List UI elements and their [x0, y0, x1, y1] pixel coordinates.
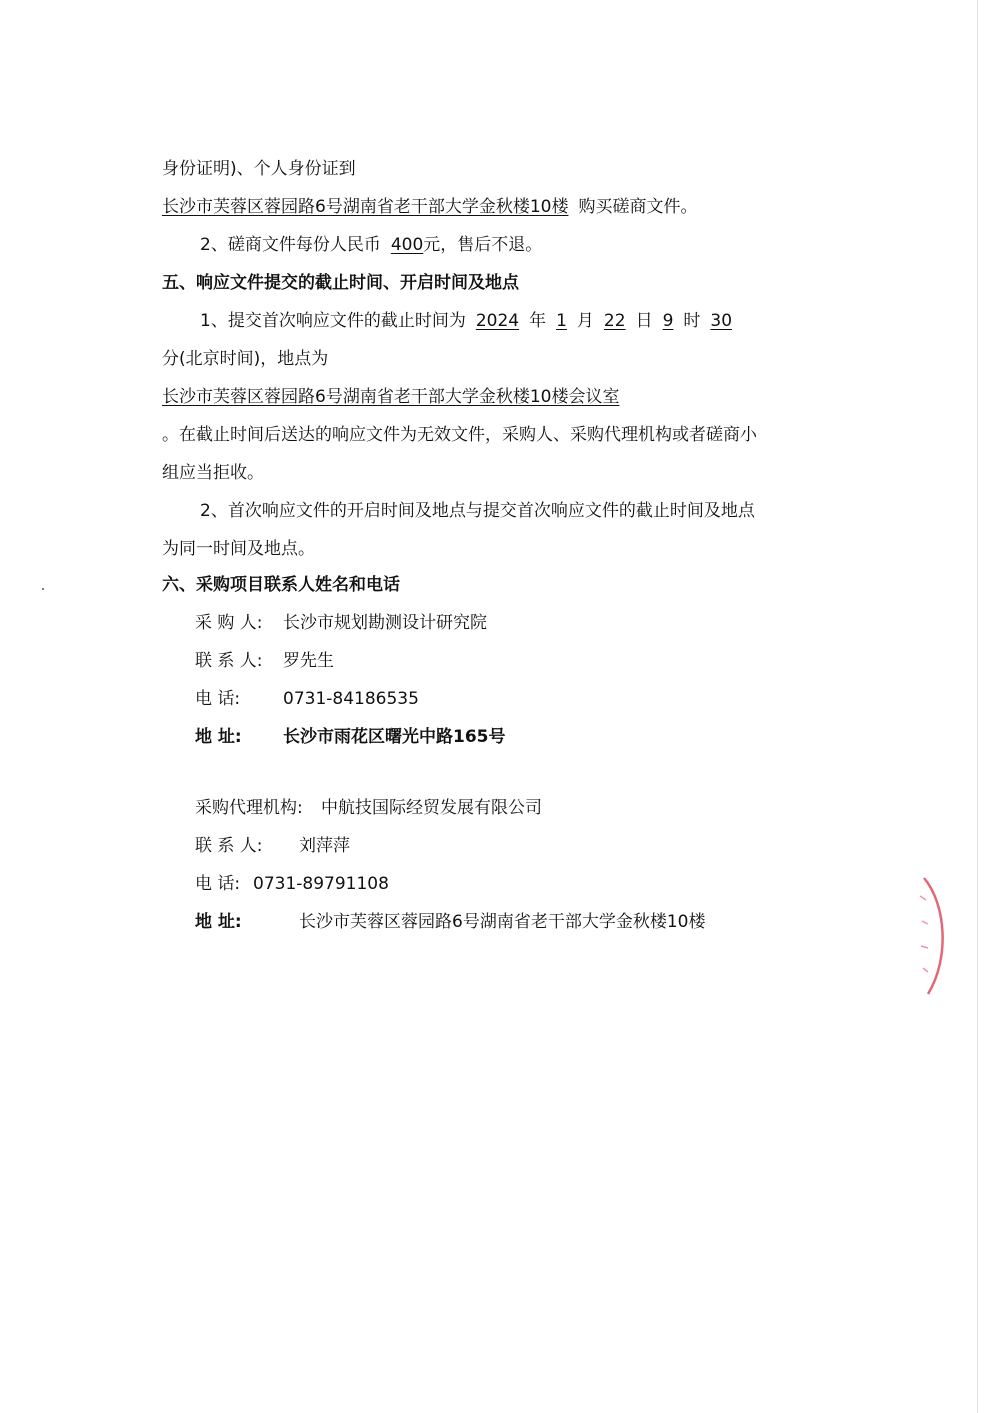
contact-row: 地 址: 长沙市雨花区曙光中路165号: [195, 727, 506, 747]
text-line: 分(北京时间)，地点为: [162, 349, 329, 369]
text-line: 2、首次响应文件的开启时间及地点与提交首次响应文件的截止时间及地点: [200, 501, 755, 521]
text-line: 为同一时间及地点。: [162, 539, 315, 559]
fee-amount: 400: [390, 235, 424, 255]
text-line: [162, 385, 619, 409]
contact-row: 电 话: 0731-84186535: [195, 689, 419, 709]
venue-underlined: 长沙市芙蓉区蓉园路6号湖南省老干部大学金秋楼10楼会议室: [162, 387, 620, 407]
text-line: 2、磋商文件每份人民币 400元，售后不退。: [200, 235, 543, 255]
text-line: 组应当拒收。: [162, 463, 264, 483]
contact-row: 采 购 人: 长沙市规划勘测设计研究院: [195, 613, 487, 633]
text-line: 身份证明)、个人身份证到: [162, 159, 356, 179]
scan-speck: [42, 588, 44, 590]
contact-row: 电 话: 0731-89791108: [195, 874, 389, 894]
red-seal-edge: [916, 876, 950, 998]
text-line: 。在截止时间后送达的响应文件为无效文件，采购人、采购代理机构或者磋商小: [162, 425, 757, 445]
section-heading: 五、响应文件提交的截止时间、开启时间及地点: [162, 273, 519, 293]
contact-row: 联 系 人: 罗先生: [195, 651, 334, 671]
contact-row: 地 址: 长沙市芙蓉区蓉园路6号湖南省老干部大学金秋楼10楼: [195, 912, 706, 932]
contact-row: 联 系 人: 刘萍萍: [195, 836, 350, 856]
section-heading: 六、采购项目联系人姓名和电话: [162, 575, 400, 595]
text-line: 1、提交首次响应文件的截止时间为 2024 年 1 月 22 日 9 时 30: [200, 311, 733, 331]
contact-row: 采购代理机构: 中航技国际经贸发展有限公司: [195, 798, 542, 818]
page-edge: [977, 0, 978, 1413]
address-underlined: 长沙市芙蓉区蓉园路6号湖南省老干部大学金秋楼10楼: [162, 197, 569, 217]
text-line: 长沙市芙蓉区蓉园路6号湖南省老干部大学金秋楼10楼 购买磋商文件。: [162, 197, 698, 217]
